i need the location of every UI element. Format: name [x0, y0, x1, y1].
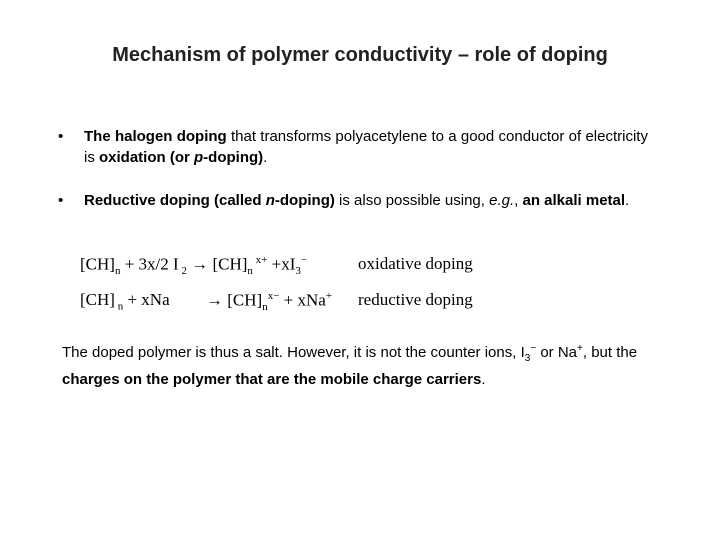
bold-alkali-metal: an alkali metal [522, 192, 626, 209]
label-reductive-doping: reductive doping [358, 290, 473, 309]
slide-title: Mechanism of polymer conductivity – role of doping [112, 44, 608, 66]
equation-oxidative: $[CH]_n + 3x/2$ I $_2 \to [CH]_n$ $^{x+} +xI_3^-$ [80, 254, 308, 278]
bold-reductive-doping: Reductive doping (called n-doping) [84, 192, 335, 209]
bullet-icon: • [58, 192, 64, 209]
bullet-icon: • [58, 128, 64, 145]
arrow-icon: → [186, 254, 213, 274]
bullet1-text2: . [263, 149, 268, 166]
bullet-list [58, 126, 648, 233]
italic-eg: e.g. [489, 192, 515, 209]
bold-oxidation: oxidation (or p-doping) [99, 149, 264, 166]
bold-mobile-charge-carriers: charges on the polymer that are the mobile charge carriers [62, 371, 482, 388]
equation-reductive-lhs: [CH] $_n$ + xNa [80, 290, 170, 313]
label-oxidative-doping: oxidative doping [358, 254, 473, 273]
bullet-item-reductive-doping: • Reductive doping (called n-doping) is also possible using, e.g., an alkali metal. [58, 192, 630, 209]
bullet-item-halogen-doping [58, 126, 648, 168]
bullet2-text1: is also possible using, [334, 192, 490, 209]
bold-halogen-doping: The halogen doping [84, 128, 227, 145]
arrow-icon: → [206, 290, 228, 310]
summary-paragraph: The doped polymer is thus a salt. However, it is not the counter ions, $I_3^-$ or Na+, but the charges on the polymer that are the mobile charge carriers. [62, 343, 638, 388]
bullet1-text1: that transforms polyacetylene to a good conductor of electricity is [84, 128, 648, 166]
equation-reductive-rhs: → $[CH]_n^{x-} + xNa^+$ [206, 290, 333, 314]
